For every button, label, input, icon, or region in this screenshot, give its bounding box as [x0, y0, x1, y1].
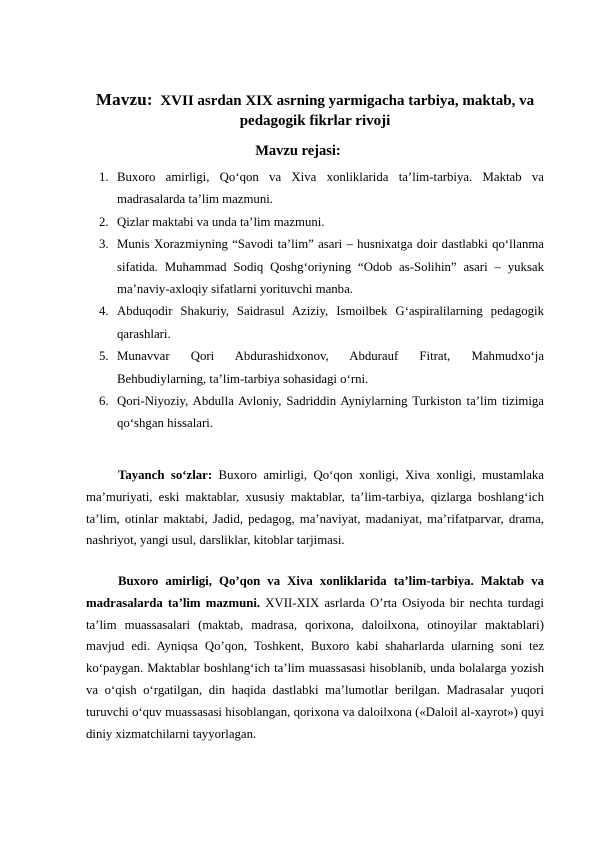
plan-item-text: Munis Xorazmiyning “Savodi ta’lim” asari – husnixatga doir dastlabki qo‘llanma sifatida. Muhammad Sodiq Qoshg‘oriyning “Odob as-Solihin” asari – yuksak ma’naviy-axloqiy sifatlarni yorituvchi manba. — [117, 237, 544, 297]
plan-item-text: Abduqodir Shakuriy, Saidrasul Aziziy, Ismoilbek G‘aspiralilarning pedagogik qarashlari. — [117, 304, 544, 341]
topic-text: XVII asrdan XIX asrning yarmigacha tarbiya, maktab, va pedagogik fikrlar rivoji — [160, 93, 535, 129]
keywords-paragraph — [86, 465, 544, 552]
section-paragraph — [86, 571, 544, 745]
topic-title — [86, 90, 544, 131]
plan-list — [86, 166, 544, 435]
section-heading: Buxoro amirligi, Qo’qon va Xiva xonliklarida ta’lim-tarbiya. Maktab va madrasalarda ta’lim mazmuni. — [86, 574, 544, 610]
plan-item-number: 6. — [99, 394, 109, 409]
plan-item-number: 5. — [99, 349, 109, 364]
plan-item-text: Qori-Niyoziy, Abdulla Avloniy, Sadriddin Ayniylarning Turkiston ta’lim tizimiga qo‘shgan hissalari. — [117, 394, 544, 431]
plan-item-number: 1. — [99, 170, 109, 184]
plan-item-text: Buxoro amirligi, Qo‘qon va Xiva xonliklarida ta’lim-tarbiya. Maktab va madrasalarda ta’lim mazmuni. — [117, 170, 544, 207]
plan-item — [86, 300, 544, 345]
plan-item — [86, 211, 544, 233]
plan-item — [86, 233, 544, 300]
section-text: XVII-XIX asrlarda O’rta Osiyoda bir nechta turdagi ta’lim muassasalari (maktab, madrasa, qorixona, daloilxona, otinoyilar maktablari) mavjud edi. Ayniqsa Qo’qon, Toshkent, Buxoro kabi shaharlarda ularning soni tez ko‘paygan. Maktablar boshlang‘ich ta’lim muassasasi hisoblanib, unda bolalarga yozish va o‘qish o‘rgatilgan, din haqida dastlabki ma’lumotlar berilgan. Madrasalar yuqori turuvchi o‘quv muassasasi hisoblangan, qorixona va daloilxona («Daloil al-xayrot») quyi diniy xizmatchilarni tayyorlagan. — [86, 595, 544, 741]
plan-item — [86, 345, 544, 390]
plan-item-text: Qizlar maktabi va unda ta’lim mazmuni. — [117, 214, 325, 229]
plan-item-number: 4. — [99, 304, 109, 319]
plan-heading: Mavzu rejasi: — [255, 143, 341, 159]
plan-item — [86, 166, 544, 211]
keywords-label: Tayanch so‘zlar: — [118, 468, 213, 482]
keywords-text: Buxoro amirligi, Qo‘qon xonligi, Xiva xonligi, mustamlaka ma’muriyati, eski maktablar, xususiy maktablar, ta’lim-tarbiya, qizlarga boshlang‘ich ta’lim, otinlar maktabi, Jadid, pedagog, ma’naviyat, madaniyat, ma’rifatparvar, drama, nashriyot, yangi usul, darsliklar, kitoblar tarjimasi. — [86, 468, 544, 548]
plan-item — [86, 390, 544, 435]
plan-item-number: 2. — [99, 214, 109, 229]
plan-item-text: Munavvar Qori Abdurashidxonov, Abdurauf Fitrat, Mahmudxo‘ja Behbudiylarning, ta’lim-tarbiya sohasidagi o‘rni. — [117, 349, 544, 386]
plan-item-number: 3. — [99, 237, 109, 252]
topic-label: Mavzu: — [95, 90, 153, 109]
